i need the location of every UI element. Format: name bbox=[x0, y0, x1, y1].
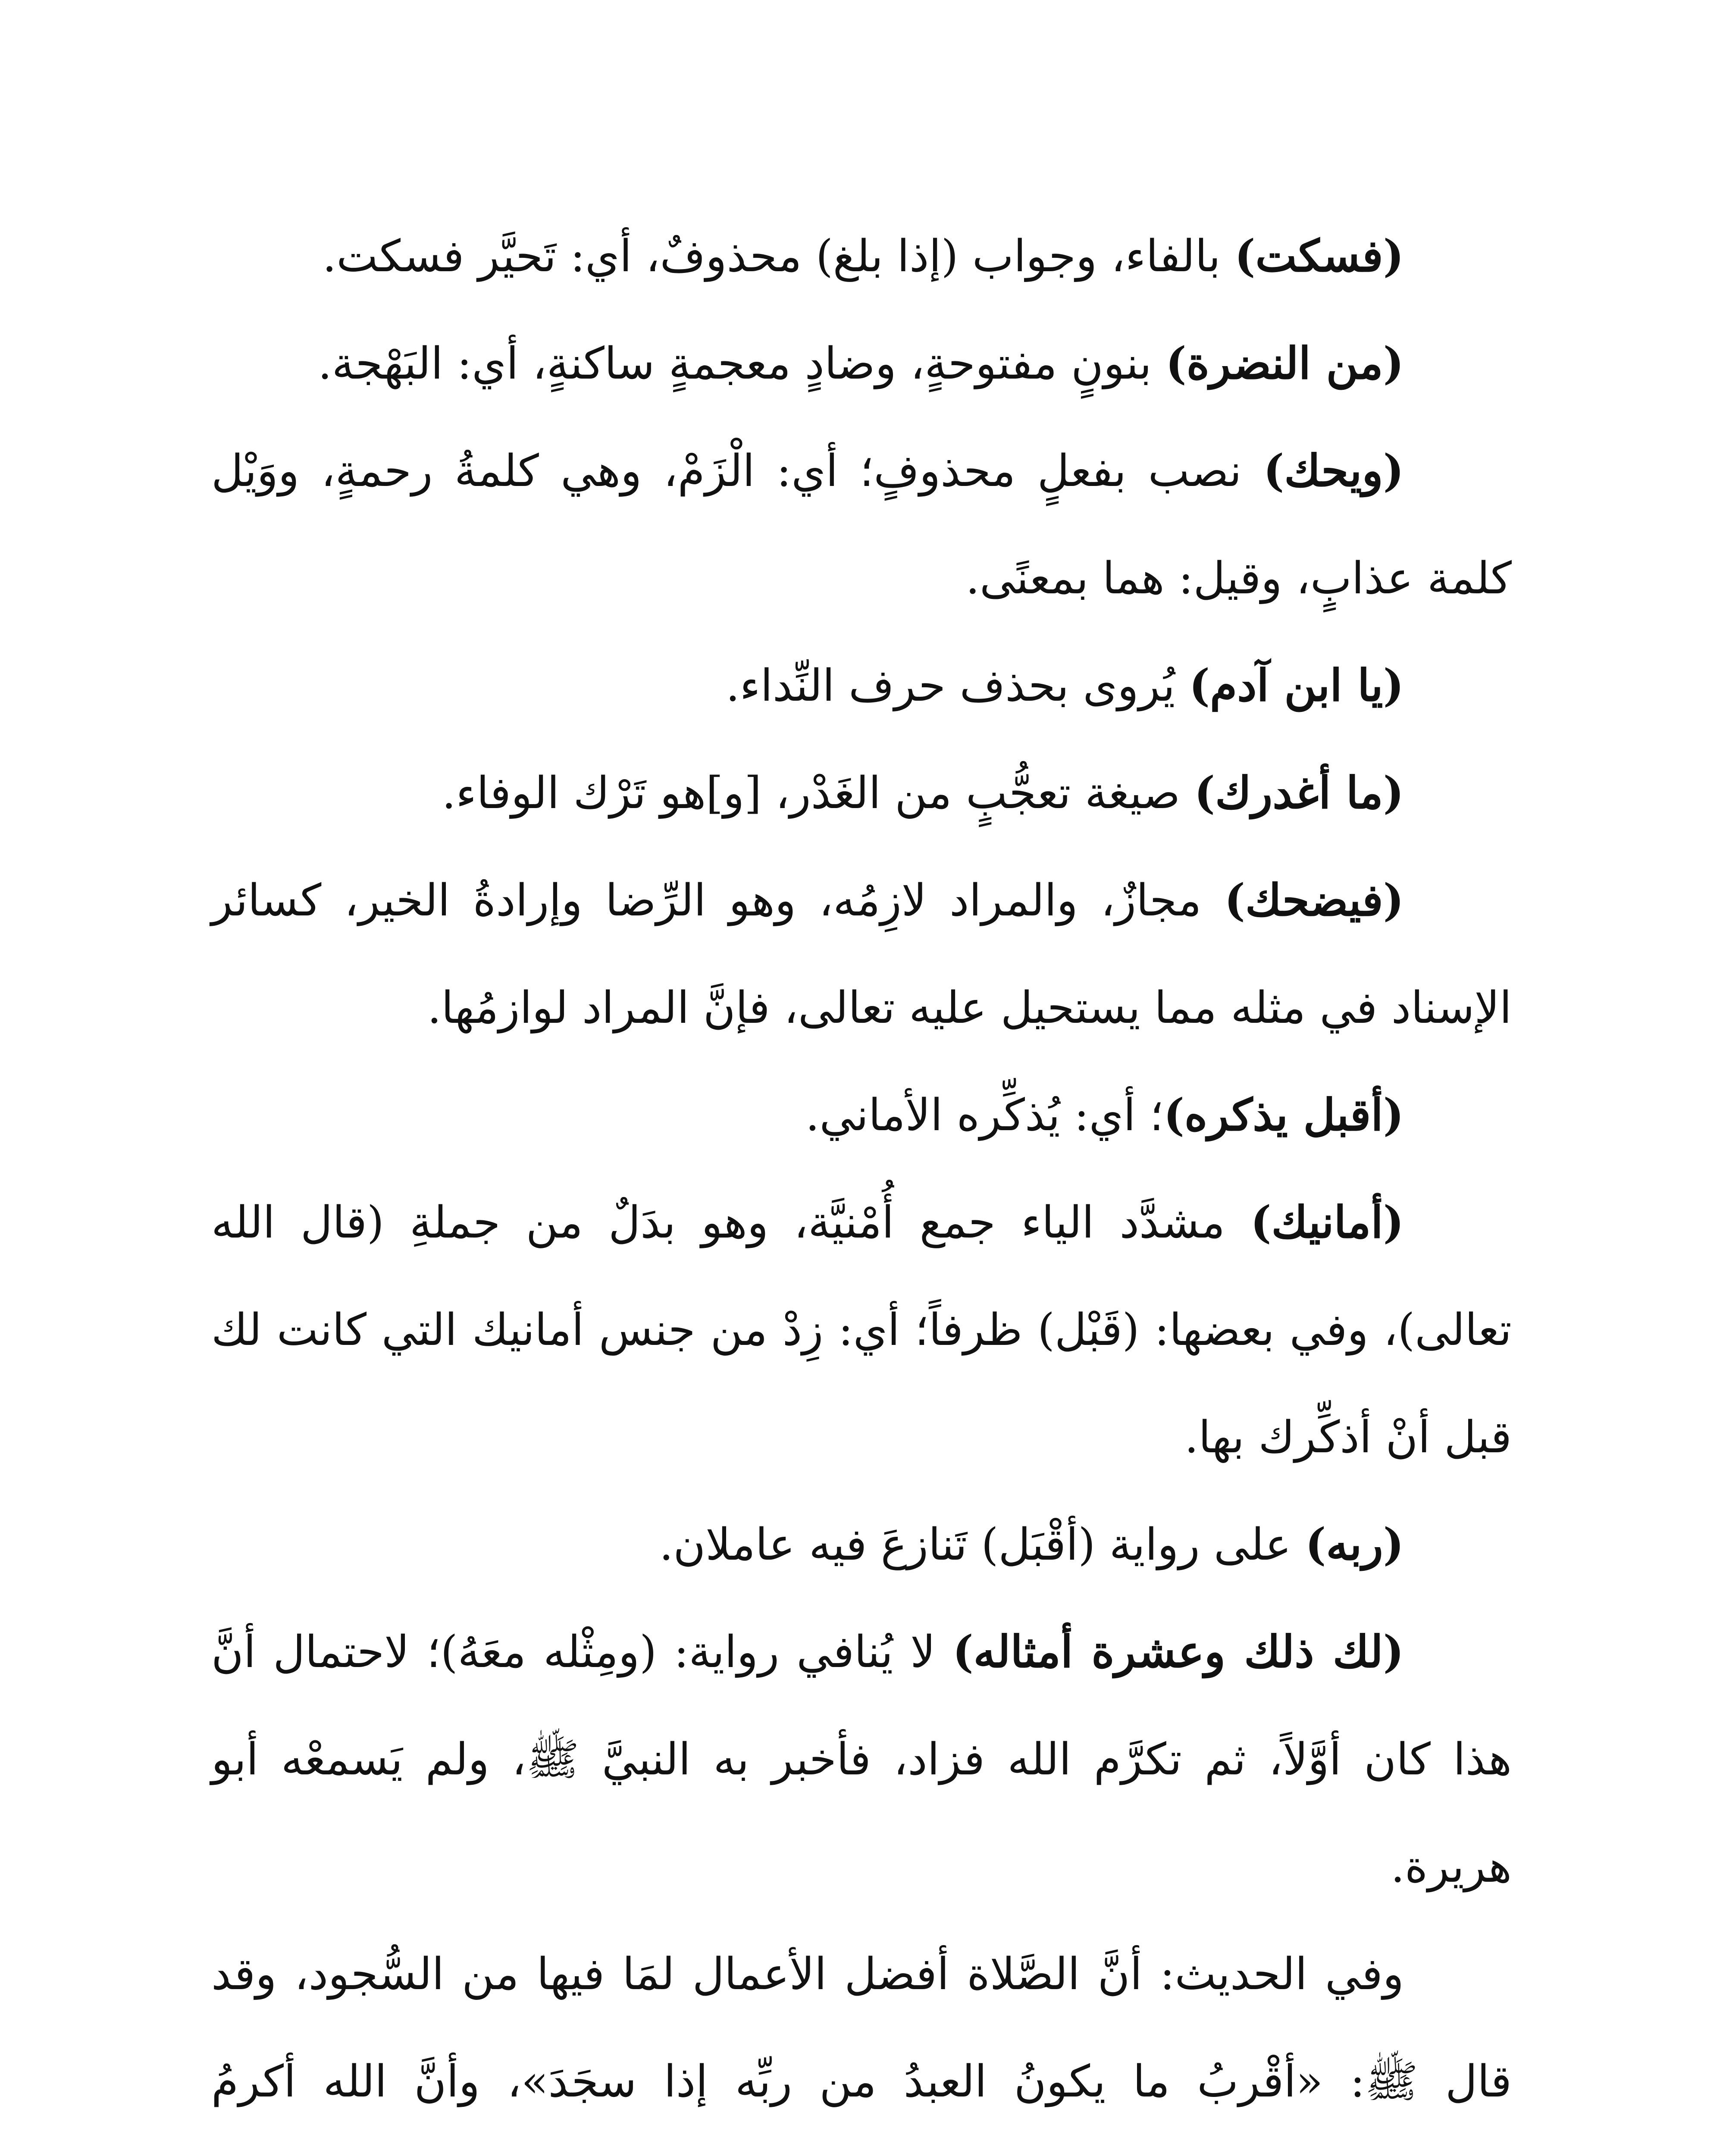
paragraph-term: (فسكت) bbox=[1234, 230, 1404, 282]
paragraph-body: على رواية (أقْبَل) تَنازعَ فيه عاملان. bbox=[659, 1519, 1306, 1570]
paragraph-2 bbox=[211, 310, 1512, 417]
paragraph-body: مشدَّد الياء جمع أُمْنيَّة، وهو بدَلٌ من جملةِ (قال الله تعالى)، وفي بعضها: (قَبْل) ظرفاً؛ أي: زِدْ من جنس أمانيك التي كانت لك قبل أنْ أذكِّرك بها. bbox=[211, 1197, 1512, 1463]
paragraph-term: (أقبل يذكره) bbox=[1163, 1089, 1404, 1141]
paragraph-body: نصب بفعلٍ محذوفٍ؛ أي: الْزَمْ، وهي كلمةُ رحمةٍ، ووَيْل كلمة عذابٍ، وقيل: هما بمعنًى. bbox=[211, 445, 1512, 604]
paragraph-body: بالفاء، وجواب (إذا بلغ) محذوفٌ، أي: تَحيَّر فسكت. bbox=[322, 231, 1235, 282]
paragraph-5 bbox=[211, 740, 1512, 847]
paragraph-6 bbox=[211, 847, 1512, 1062]
paragraph-term: (يا ابن آدم) bbox=[1189, 660, 1404, 711]
paragraph-body: لا يُنافي رواية: (ومِثْله معَهُ)؛ لاحتمال أنَّ هذا كان أوَّلاً، ثم تكرَّم الله فزاد، فأخبر به النبيَّ ﷺ، ولم يَسمعْه أبو هريرة. bbox=[211, 1626, 1512, 1893]
paragraph-term: (ما أغدرك) bbox=[1194, 767, 1404, 819]
paragraph-body: يُروى بحذف حرف النِّداء. bbox=[726, 660, 1189, 711]
paragraph-9 bbox=[211, 1491, 1512, 1598]
paragraph-term: (لك ذلك وعشرة أمثاله) bbox=[952, 1626, 1404, 1678]
paragraph-term: (أمانيك) bbox=[1250, 1197, 1404, 1248]
paragraph-1 bbox=[211, 203, 1512, 310]
paragraph-4 bbox=[211, 632, 1512, 740]
paragraph-body: مجازٌ، والمراد لازِمُه، وهو الرِّضا وإرادةُ الخير، كسائر الإسناد في مثله مما يستحيل عليه تعالى، فإنَّ المراد لوازمُها. bbox=[211, 875, 1512, 1034]
paragraph-body: بنونٍ مفتوحةٍ، وضادٍ معجمةٍ ساكنةٍ، أي: البَهْجة. bbox=[318, 338, 1166, 389]
paragraph-term: (ربه) bbox=[1305, 1519, 1404, 1570]
paragraph-3 bbox=[211, 417, 1512, 632]
commentary-text bbox=[211, 203, 1512, 2156]
paragraph-term: (من النضرة) bbox=[1165, 338, 1404, 389]
paragraph-body: صيغة تعجُّبٍ من الغَدْر، [و]هو تَرْك الوفاء. bbox=[442, 768, 1194, 819]
paragraph-7 bbox=[211, 1062, 1512, 1169]
paragraph-term: (ويحك) bbox=[1263, 445, 1404, 497]
paragraph-body: وفي الحديث: أنَّ الصَّلاة أفضل الأعمال لمَا فيها من السُّجود، وقد قال ﷺ: «أقْربُ ما يكونُ العبدُ من ربِّه إذا سجَدَ»، وأنَّ الله أكرمُ bbox=[211, 1949, 1512, 2107]
paragraph-term: (فيضحك) bbox=[1224, 874, 1404, 926]
paragraph-11 bbox=[211, 1921, 1512, 2156]
paragraph-body: ؛ أي: يُذكِّره الأماني. bbox=[805, 1090, 1164, 1141]
paragraph-10 bbox=[211, 1598, 1512, 1921]
paragraph-8 bbox=[211, 1169, 1512, 1491]
